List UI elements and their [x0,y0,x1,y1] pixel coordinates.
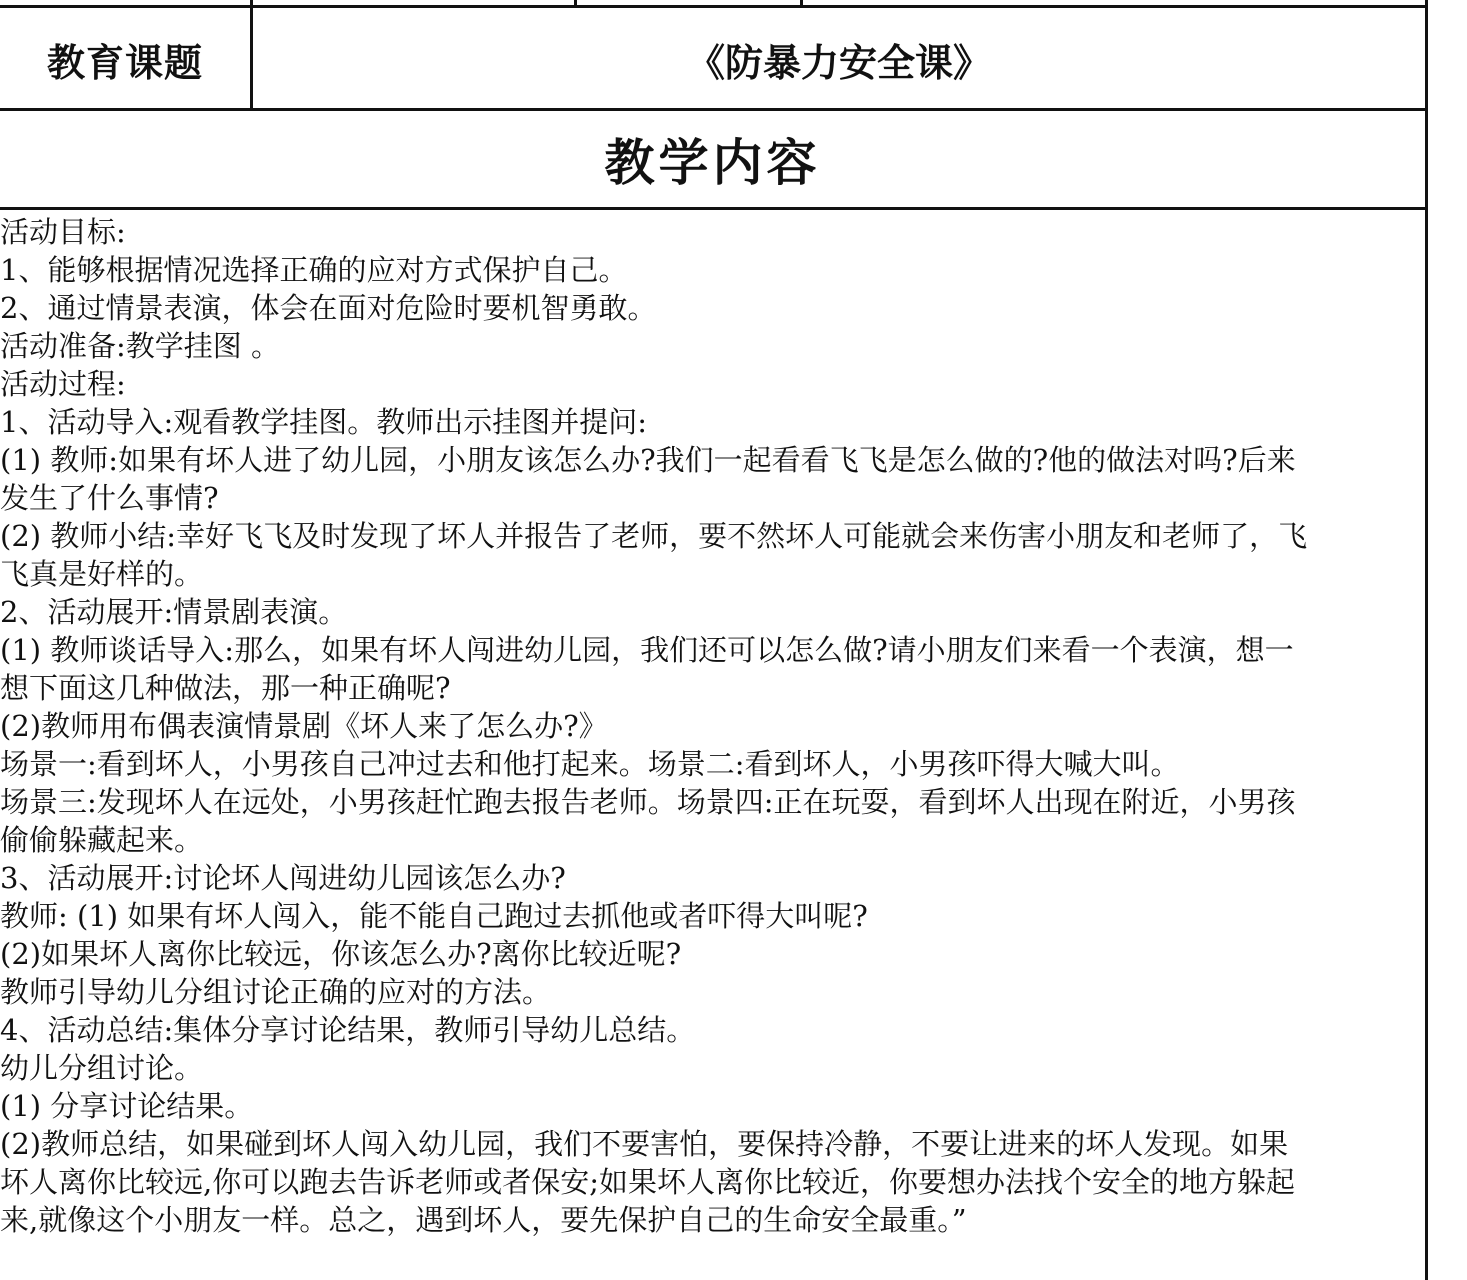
content-line: 偷偷躲藏起来。 [0,823,204,857]
content-line: 来,就像这个小朋友一样。总之，遇到坏人，要先保护自己的生命安全最重。” [0,1203,967,1237]
content-line: 教师引导幼儿分组讨论正确的应对的方法。 [0,975,552,1009]
content-line: 教师: (1) 如果有坏人闯入，能不能自己跑过去抓他或者吓得大叫呢? [0,899,868,933]
content-line: (1) 分享讨论结果。 [0,1089,254,1123]
content-line: 场景三:发现坏人在远处，小男孩赶忙跑去报告老师。场景四:正在玩耍，看到坏人出现在附近，小男孩 [0,785,1296,819]
topic-label: 教育课题 [46,40,203,85]
content-line: 活动目标: [0,215,126,249]
content-line: (1) 教师:如果有坏人进了幼儿园，小朋友该怎么办?我们一起看看飞飞是怎么做的?他的做法对吗?后来 [0,443,1296,477]
upper-row-divider-a [574,0,577,7]
content-line: (2) 教师小结:幸好飞飞及时发现了坏人并报告了老师，要不然坏人可能就会来伤害小朋友和老师了，飞 [0,519,1308,553]
content-line: 想下面这几种做法，那一种正确呢? [0,671,451,705]
content-line: 活动过程: [0,367,126,401]
content-line: 场景一:看到坏人，小男孩自己冲过去和他打起来。场景二:看到坏人，小男孩吓得大喊大叫。 [0,747,1180,781]
content-line: 坏人离你比较远,你可以跑去告诉老师或者保安;如果坏人离你比较近，你要想办法找个安全的地方躲起 [0,1165,1295,1199]
content-line: 飞真是好样的。 [0,557,204,591]
content-line: 2、活动展开:情景剧表演。 [0,595,348,629]
content-line: 3、活动展开:讨论坏人闯进幼儿园该怎么办? [0,861,566,895]
content-line: (2)如果坏人离你比较远，你该怎么办?离你比较近呢? [0,937,682,971]
content-line: 4、活动总结:集体分享讨论结果，教师引导幼儿总结。 [0,1013,696,1047]
content-line: (1) 教师谈话导入:那么，如果有坏人闯进幼儿园，我们还可以怎么做?请小朋友们来看一个表演，想一 [0,633,1294,667]
row-divider-2 [0,207,1428,210]
content-line: 1、活动导入:观看教学挂图。教师出示挂图并提问: [0,405,647,439]
content-line: 活动准备:教学挂图 。 [0,329,280,363]
table-top-border [0,5,1428,8]
content-line: 2、通过情景表演，体会在面对危险时要机智勇敢。 [0,291,657,325]
section-title: 教学内容 [604,134,821,192]
content-line: (2)教师总结，如果碰到坏人闯入幼儿园，我们不要害怕，要保持冷静，不要让进来的坏人发现。如果 [0,1127,1289,1161]
content-line: 1、能够根据情况选择正确的应对方式保护自己。 [0,253,628,287]
content-line: 幼儿分组讨论。 [0,1051,204,1085]
table-right-border [1425,0,1428,1280]
topic-value: 《防暴力安全课》 [686,40,991,85]
content-line: 发生了什么事情? [0,481,219,515]
content-line: (2)教师用布偶表演情景剧《坏人来了怎么办?》 [0,709,608,743]
upper-row-divider-b [800,0,803,7]
teaching-content [0,213,1425,1239]
